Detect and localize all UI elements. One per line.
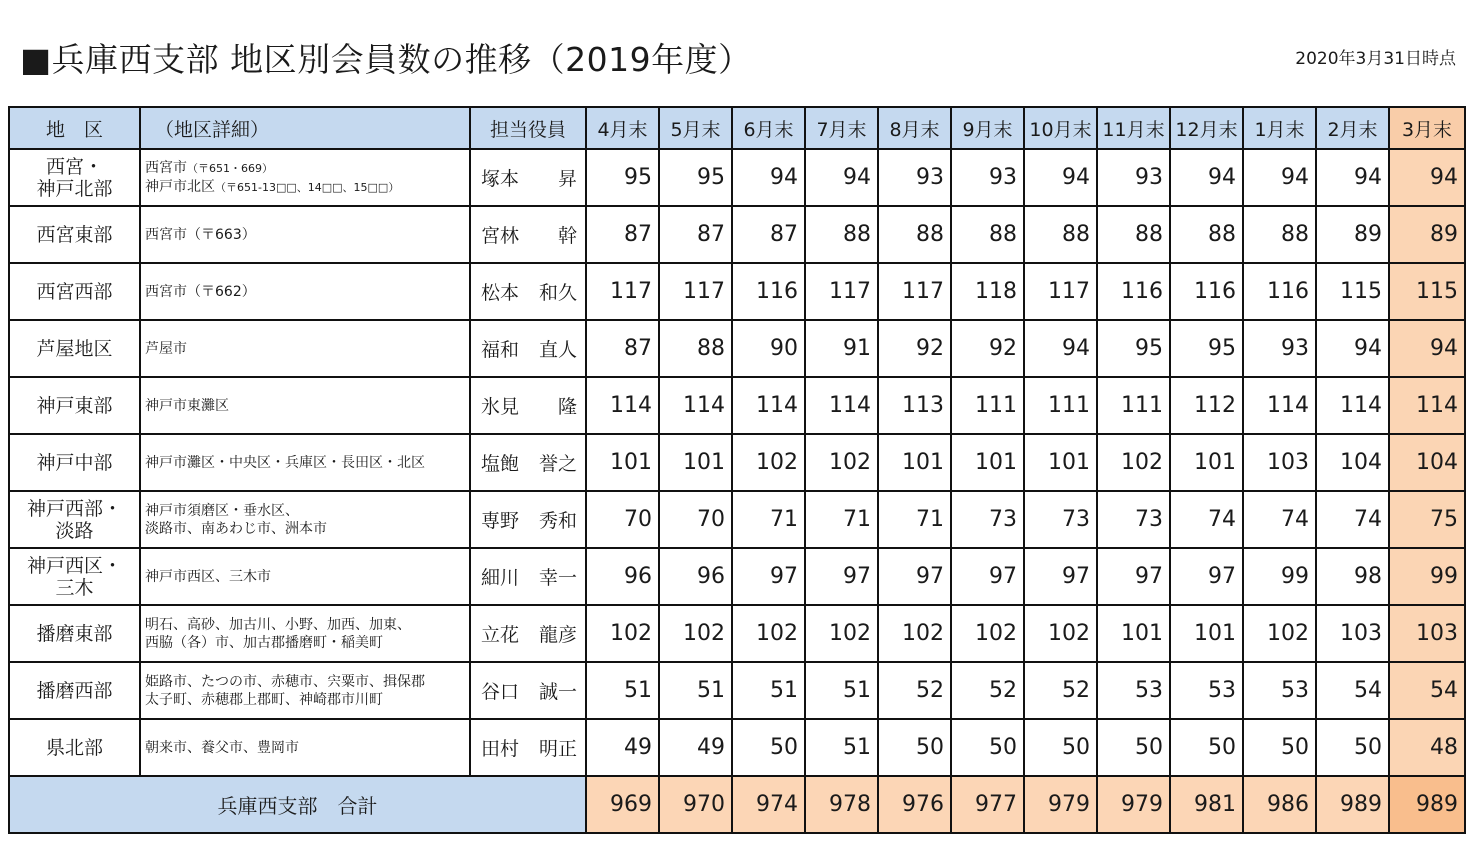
area-name-line: 神戸東部 — [36, 394, 113, 417]
officer-given-name: 秀和 — [538, 510, 577, 532]
member-count: 88 — [1024, 206, 1097, 263]
member-count: 102 — [732, 434, 805, 491]
member-count: 92 — [878, 320, 951, 377]
area-name-line: 神戸北部 — [36, 177, 113, 200]
area-detail-sub: （〒651-13□□、14□□、15□□） — [215, 180, 400, 194]
area-name-line: 県北部 — [45, 736, 103, 759]
member-count: 50 — [1170, 719, 1243, 776]
table-row — [9, 377, 1465, 434]
officer-surname: 宮林 — [481, 225, 520, 247]
member-count: 52 — [878, 662, 951, 719]
member-count: 94 — [1024, 320, 1097, 377]
area-name-line: 淡路 — [55, 519, 94, 542]
officer-surname: 立花 — [481, 624, 520, 646]
officer-given-name: 明正 — [538, 738, 577, 760]
area-detail — [140, 377, 470, 434]
area-name — [9, 149, 140, 206]
member-count: 93 — [878, 149, 951, 206]
officer-given-name: 幸一 — [538, 567, 577, 589]
officer-name-wrap — [481, 449, 577, 476]
area-detail-main: 淡路市、南あわじ市、洲本市 — [145, 520, 327, 537]
member-count: 73 — [951, 491, 1024, 548]
officer-name — [470, 263, 586, 320]
officer-name — [470, 662, 586, 719]
member-count: 97 — [951, 548, 1024, 605]
officer-name-wrap — [481, 278, 577, 305]
member-count-table — [8, 106, 1466, 834]
member-count: 114 — [1316, 377, 1389, 434]
table-header-row — [9, 107, 1465, 149]
member-count: 49 — [586, 719, 659, 776]
member-count: 88 — [878, 206, 951, 263]
area-name — [9, 662, 140, 719]
officer-name-wrap — [481, 620, 577, 647]
officer-surname: 氷見 — [481, 396, 520, 418]
area-detail-main: 神戸市北区 — [145, 178, 215, 195]
area-detail-line — [145, 634, 469, 652]
table-row — [9, 548, 1465, 605]
officer-name — [470, 605, 586, 662]
table-row — [9, 605, 1465, 662]
member-count: 114 — [586, 377, 659, 434]
area-detail-main: 西脇（各）市、加古郡播磨町・稲美町 — [145, 634, 383, 651]
member-count: 87 — [732, 206, 805, 263]
table-body — [9, 149, 1465, 833]
table-row — [9, 320, 1465, 377]
member-count: 96 — [659, 548, 732, 605]
header-month: 6月末 — [732, 107, 805, 149]
member-count: 89 — [1316, 206, 1389, 263]
total-count: 989 — [1389, 776, 1465, 833]
area-detail — [140, 662, 470, 719]
area-name-line: 西宮西部 — [36, 280, 113, 303]
table-row — [9, 206, 1465, 263]
officer-surname: 専野 — [481, 510, 520, 532]
member-count: 50 — [1024, 719, 1097, 776]
table-row — [9, 149, 1465, 206]
member-count: 111 — [951, 377, 1024, 434]
area-name — [9, 206, 140, 263]
member-count: 102 — [805, 605, 878, 662]
area-detail-line — [145, 616, 469, 634]
member-count: 94 — [1170, 149, 1243, 206]
member-count: 48 — [1389, 719, 1465, 776]
area-detail — [140, 719, 470, 776]
page-title: ■兵庫西支部 地区別会員数の推移（2019年度） — [20, 40, 752, 79]
area-name-line: 播磨西部 — [36, 679, 113, 702]
total-count: 970 — [659, 776, 732, 833]
member-count: 51 — [805, 662, 878, 719]
member-count: 118 — [951, 263, 1024, 320]
area-detail-line — [145, 502, 469, 520]
area-name — [9, 377, 140, 434]
area-name-line: 神戸西部・ — [26, 497, 122, 520]
header-month: 10月末 — [1024, 107, 1097, 149]
area-detail — [140, 149, 470, 206]
header-month: 2月末 — [1316, 107, 1389, 149]
member-count: 70 — [586, 491, 659, 548]
member-count: 117 — [586, 263, 659, 320]
member-count: 112 — [1170, 377, 1243, 434]
member-count: 74 — [1170, 491, 1243, 548]
member-count: 94 — [1389, 320, 1465, 377]
member-count: 103 — [1316, 605, 1389, 662]
area-detail-line — [145, 178, 469, 197]
member-count: 101 — [951, 434, 1024, 491]
member-count: 73 — [1024, 491, 1097, 548]
member-count: 99 — [1243, 548, 1316, 605]
total-count: 978 — [805, 776, 878, 833]
total-label: 兵庫西支部 合計 — [9, 776, 586, 833]
officer-name — [470, 434, 586, 491]
area-detail-main: 西宮市 — [145, 159, 187, 176]
member-count: 51 — [805, 719, 878, 776]
member-count: 95 — [1170, 320, 1243, 377]
area-detail-sub: （〒651・669） — [187, 161, 273, 175]
member-count: 102 — [951, 605, 1024, 662]
total-count: 969 — [586, 776, 659, 833]
member-count: 94 — [1316, 320, 1389, 377]
member-count: 93 — [1097, 149, 1170, 206]
area-detail-line — [145, 568, 469, 586]
member-count: 74 — [1243, 491, 1316, 548]
member-count: 97 — [732, 548, 805, 605]
member-count: 115 — [1389, 263, 1465, 320]
area-detail-main: 西宮市（〒662） — [145, 283, 256, 300]
as-of-date: 2020年3月31日時点 — [1295, 49, 1456, 69]
member-count: 101 — [1170, 605, 1243, 662]
area-name — [9, 491, 140, 548]
member-count: 52 — [951, 662, 1024, 719]
member-count: 104 — [1316, 434, 1389, 491]
header-officer: 担当役員 — [470, 107, 586, 149]
member-count: 52 — [1024, 662, 1097, 719]
header-month: 9月末 — [951, 107, 1024, 149]
area-detail-main: 神戸市東灘区 — [145, 397, 229, 414]
area-detail-line — [145, 454, 469, 472]
member-count: 91 — [805, 320, 878, 377]
member-count: 87 — [659, 206, 732, 263]
member-count: 50 — [951, 719, 1024, 776]
officer-given-name: 和久 — [538, 282, 577, 304]
member-count: 95 — [659, 149, 732, 206]
member-count: 94 — [1316, 149, 1389, 206]
member-count: 116 — [732, 263, 805, 320]
area-name — [9, 719, 140, 776]
officer-given-name: 隆 — [557, 396, 577, 418]
member-count: 101 — [1097, 605, 1170, 662]
member-count: 101 — [1024, 434, 1097, 491]
member-count: 53 — [1097, 662, 1170, 719]
member-count: 50 — [878, 719, 951, 776]
table-row — [9, 434, 1465, 491]
officer-name-wrap — [481, 221, 577, 248]
area-name-line: 西宮東部 — [36, 223, 113, 246]
area-detail-main: 西宮市（〒663） — [145, 226, 256, 243]
officer-name-wrap — [481, 563, 577, 590]
member-count: 101 — [1170, 434, 1243, 491]
member-count: 50 — [1097, 719, 1170, 776]
member-count: 102 — [1024, 605, 1097, 662]
area-name — [9, 548, 140, 605]
member-count: 94 — [1389, 149, 1465, 206]
member-count: 103 — [1243, 434, 1316, 491]
member-count: 71 — [878, 491, 951, 548]
total-count: 986 — [1243, 776, 1316, 833]
member-count: 101 — [586, 434, 659, 491]
officer-given-name: 龍彦 — [538, 624, 577, 646]
member-count: 116 — [1097, 263, 1170, 320]
member-count: 99 — [1389, 548, 1465, 605]
table-row — [9, 491, 1465, 548]
member-count: 116 — [1170, 263, 1243, 320]
member-count: 97 — [1097, 548, 1170, 605]
area-detail-line — [145, 397, 469, 415]
area-detail — [140, 548, 470, 605]
officer-surname: 田村 — [481, 738, 520, 760]
member-count: 114 — [1389, 377, 1465, 434]
officer-name-wrap — [481, 392, 577, 419]
member-count: 114 — [1243, 377, 1316, 434]
area-name-line: 三木 — [55, 576, 94, 599]
member-count: 49 — [659, 719, 732, 776]
member-count: 117 — [878, 263, 951, 320]
header-month: 7月末 — [805, 107, 878, 149]
officer-given-name: 誠一 — [538, 681, 577, 703]
header-month: 4月末 — [586, 107, 659, 149]
member-count: 50 — [732, 719, 805, 776]
area-name-line: 神戸西区・ — [26, 554, 122, 577]
member-count: 101 — [878, 434, 951, 491]
header-month: 11月末 — [1097, 107, 1170, 149]
header-month: 12月末 — [1170, 107, 1243, 149]
member-count: 117 — [805, 263, 878, 320]
officer-surname: 塩飽 — [481, 453, 520, 475]
member-count: 88 — [659, 320, 732, 377]
total-count: 979 — [1024, 776, 1097, 833]
member-count: 117 — [659, 263, 732, 320]
member-count: 101 — [659, 434, 732, 491]
member-count: 111 — [1097, 377, 1170, 434]
area-detail — [140, 605, 470, 662]
member-count: 88 — [951, 206, 1024, 263]
officer-name — [470, 548, 586, 605]
header-month: 8月末 — [878, 107, 951, 149]
officer-given-name: 幹 — [557, 225, 577, 247]
header-detail: （地区詳細） — [140, 107, 470, 149]
area-detail-main: 太子町、赤穂郡上郡町、神崎郡市川町 — [145, 691, 383, 708]
area-detail-main: 明石、高砂、加古川、小野、加西、加東、 — [145, 616, 411, 633]
member-count: 94 — [732, 149, 805, 206]
table-row — [9, 263, 1465, 320]
table-row — [9, 662, 1465, 719]
total-count: 974 — [732, 776, 805, 833]
member-count: 93 — [1243, 320, 1316, 377]
area-detail-line — [145, 520, 469, 538]
officer-surname: 福和 — [481, 339, 520, 361]
member-count: 102 — [805, 434, 878, 491]
area-name-line: 播磨東部 — [36, 622, 113, 645]
area-detail-line — [145, 691, 469, 709]
area-name-line: 神戸中部 — [36, 451, 113, 474]
member-count: 87 — [586, 206, 659, 263]
member-count: 94 — [1243, 149, 1316, 206]
member-count: 114 — [732, 377, 805, 434]
officer-surname: 松本 — [481, 282, 520, 304]
officer-name — [470, 377, 586, 434]
area-detail — [140, 434, 470, 491]
total-count: 977 — [951, 776, 1024, 833]
area-detail-line — [145, 739, 469, 757]
officer-name-wrap — [481, 506, 577, 533]
area-name — [9, 320, 140, 377]
member-count: 93 — [951, 149, 1024, 206]
member-count: 113 — [878, 377, 951, 434]
total-count: 981 — [1170, 776, 1243, 833]
member-count: 102 — [878, 605, 951, 662]
member-count: 53 — [1243, 662, 1316, 719]
member-count: 114 — [659, 377, 732, 434]
member-count: 102 — [732, 605, 805, 662]
member-count: 88 — [1170, 206, 1243, 263]
member-count: 102 — [659, 605, 732, 662]
member-count: 104 — [1389, 434, 1465, 491]
member-count: 54 — [1316, 662, 1389, 719]
area-detail-main: 姫路市、たつの市、赤穂市、宍粟市、揖保郡 — [145, 673, 425, 690]
member-count: 97 — [1024, 548, 1097, 605]
header-area: 地 区 — [9, 107, 140, 149]
member-count: 94 — [1024, 149, 1097, 206]
area-detail — [140, 263, 470, 320]
area-detail — [140, 206, 470, 263]
member-count: 96 — [586, 548, 659, 605]
officer-surname: 細川 — [481, 567, 520, 589]
area-detail-main: 朝来市、養父市、豊岡市 — [145, 739, 299, 756]
officer-name-wrap — [481, 164, 577, 191]
member-count: 88 — [805, 206, 878, 263]
member-count: 51 — [659, 662, 732, 719]
officer-name — [470, 491, 586, 548]
area-detail — [140, 491, 470, 548]
officer-name — [470, 149, 586, 206]
area-detail-main: 芦屋市 — [145, 340, 187, 357]
member-count: 87 — [586, 320, 659, 377]
area-detail — [140, 320, 470, 377]
officer-surname: 谷口 — [481, 681, 520, 703]
member-count: 74 — [1316, 491, 1389, 548]
area-detail-main: 神戸市西区、三木市 — [145, 568, 271, 585]
member-count: 75 — [1389, 491, 1465, 548]
officer-name — [470, 719, 586, 776]
officer-name-wrap — [481, 677, 577, 704]
member-count: 102 — [1097, 434, 1170, 491]
area-detail-line — [145, 673, 469, 691]
member-count: 94 — [805, 149, 878, 206]
area-name — [9, 263, 140, 320]
total-row — [9, 776, 1465, 833]
total-count: 976 — [878, 776, 951, 833]
member-count: 114 — [805, 377, 878, 434]
table-row — [9, 719, 1465, 776]
total-count: 989 — [1316, 776, 1389, 833]
member-count: 54 — [1389, 662, 1465, 719]
member-count: 71 — [732, 491, 805, 548]
area-detail-line — [145, 283, 469, 301]
area-detail-main: 神戸市灘区・中央区・兵庫区・長田区・北区 — [145, 454, 425, 471]
total-count: 979 — [1097, 776, 1170, 833]
member-count: 98 — [1316, 548, 1389, 605]
officer-given-name: 昇 — [557, 168, 577, 190]
member-count: 102 — [1243, 605, 1316, 662]
officer-name — [470, 206, 586, 263]
member-count: 89 — [1389, 206, 1465, 263]
member-count: 103 — [1389, 605, 1465, 662]
member-count: 115 — [1316, 263, 1389, 320]
member-count: 117 — [1024, 263, 1097, 320]
officer-name-wrap — [481, 734, 577, 761]
member-count: 73 — [1097, 491, 1170, 548]
member-count: 51 — [732, 662, 805, 719]
member-count: 70 — [659, 491, 732, 548]
area-detail-line — [145, 340, 469, 358]
member-count: 97 — [878, 548, 951, 605]
area-name-line: 芦屋地区 — [36, 337, 113, 360]
header-month: 3月末 — [1389, 107, 1465, 149]
member-count: 92 — [951, 320, 1024, 377]
area-name — [9, 605, 140, 662]
officer-given-name: 直人 — [538, 339, 577, 361]
area-name-line: 西宮・ — [45, 155, 103, 178]
officer-given-name: 誉之 — [538, 453, 577, 475]
member-count: 71 — [805, 491, 878, 548]
officer-surname: 塚本 — [481, 168, 520, 190]
header-month: 5月末 — [659, 107, 732, 149]
member-count: 51 — [586, 662, 659, 719]
member-count: 97 — [1170, 548, 1243, 605]
member-count: 95 — [586, 149, 659, 206]
member-count: 90 — [732, 320, 805, 377]
member-count: 53 — [1170, 662, 1243, 719]
member-count: 95 — [1097, 320, 1170, 377]
member-count: 116 — [1243, 263, 1316, 320]
member-count: 50 — [1316, 719, 1389, 776]
area-name — [9, 434, 140, 491]
area-detail-main: 神戸市須磨区・垂水区、 — [145, 502, 299, 519]
area-detail-line — [145, 159, 469, 178]
member-count: 88 — [1243, 206, 1316, 263]
header-month: 1月末 — [1243, 107, 1316, 149]
officer-name-wrap — [481, 335, 577, 362]
officer-name — [470, 320, 586, 377]
member-count: 111 — [1024, 377, 1097, 434]
member-count: 102 — [586, 605, 659, 662]
member-count: 50 — [1243, 719, 1316, 776]
area-detail-line — [145, 226, 469, 244]
member-count: 88 — [1097, 206, 1170, 263]
member-count: 97 — [805, 548, 878, 605]
